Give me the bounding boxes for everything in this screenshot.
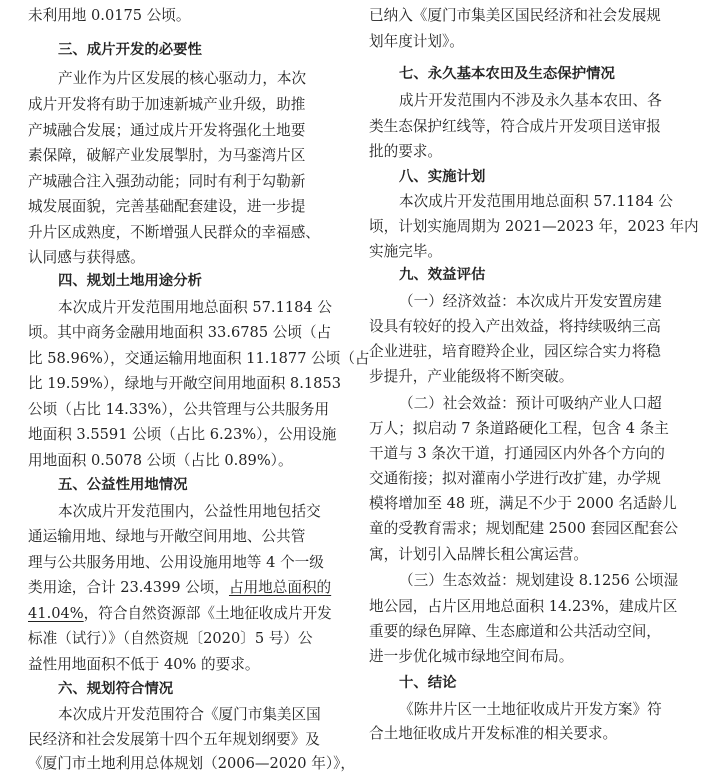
paragraph-line: 理与公共服务用地、公用设施用地等 4 个一级 (28, 554, 324, 571)
paragraph-line: 批的要求。 (369, 143, 442, 160)
paragraph-line: 类用途，合计 23.4399 公顷，占用地总面积的 (28, 579, 332, 596)
paragraph-line: （一）经济效益：本次成片开发安置房建 (399, 293, 662, 310)
paragraph-line: 步提升，产业能级将不断突破。 (369, 368, 574, 385)
section-3-heading: 三、成片开发的必要性 (58, 42, 202, 58)
paragraph-line: 公顷（占比 14.33%），公共管理与公共服务用 (28, 401, 330, 418)
paragraph-line: 素保障，破解产业发展掣肘，为马銮湾片区 (28, 147, 306, 164)
paragraph-line: 成片开发将有助于加速新城产业升级，助推 (28, 96, 306, 113)
paragraph-line: 产城融合注入强劲动能；同时有利于勾勒新 (28, 173, 306, 190)
paragraph-line: 万人；拟启动 7 条道路硬化工程，包含 4 条主 (369, 420, 669, 437)
paragraph-line: 顷。其中商务金融用地面积 33.6785 公顷（占 (28, 324, 332, 341)
paragraph-line: 成片开发范围内不涉及永久基本农田、各 (399, 92, 662, 109)
paragraph-line: 进一步优化城市绿地空间布局。 (369, 648, 574, 665)
section-9-heading: 九、效益评估 (399, 267, 486, 283)
underlined-phrase: 占用地总面积的 (228, 579, 332, 596)
paragraph-line: 本次成片开发范围用地总面积 57.1184 公 (399, 193, 673, 210)
paragraph-line: 交通衔接；拟对灌南小学进行改扩建，办学规 (369, 470, 661, 487)
paragraph-line: 设具有较好的投入产出效益，将持续吸纳三高 (369, 318, 661, 335)
paragraph-line: 《陈井片区一土地征收成片开发方案》符 (399, 701, 662, 718)
paragraph-line: 顷，计划实施周期为 2021—2023 年，2023 年内 (369, 218, 699, 235)
paragraph-line: 产业作为片区发展的核心驱动力，本次 (58, 70, 307, 87)
paragraph-line: 实施完毕。 (369, 243, 442, 260)
paragraph-line: 比 19.59%），绿地与开敞空间用地面积 8.1853 (28, 375, 342, 392)
section-7-heading: 七、永久基本农田及生态保护情况 (399, 66, 615, 82)
paragraph-line: 民经济和社会发展第十四个五年规划纲要》及 (28, 731, 320, 748)
paragraph-line: 模将增加至 48 班，满足不少于 2000 名适龄儿 (369, 495, 677, 512)
paragraph-line: 益性用地面积不低于 40% 的要求。 (28, 656, 260, 673)
paragraph-line: 认同感与获得感。 (28, 249, 145, 266)
section-6-heading: 六、规划符合情况 (58, 681, 174, 697)
intro-tail: 未利用地 0.0175 公顷。 (28, 7, 191, 24)
paragraph-line: 本次成片开发范围符合《厦门市集美区国 (58, 706, 321, 723)
section-10-heading: 十、结论 (399, 675, 457, 691)
paragraph-line: 干道与 3 条次干道，打通园区内外各个方向的 (369, 445, 665, 462)
paragraph-line: 《厦门市土地利用总体规划（2006—2020 年）》， (28, 755, 356, 772)
paragraph-line: 通运输用地、绿地与开敞空间用地、公共管 (28, 528, 306, 545)
paragraph-line: 类生态保护红线等，符合成片开发项目送审报 (369, 118, 661, 135)
paragraph-line: 升片区成熟度，不断增强人民群众的幸福感、 (28, 224, 320, 241)
section-4-heading: 四、规划土地用途分析 (58, 273, 202, 289)
section-8-heading: 八、实施计划 (399, 169, 486, 185)
paragraph-line: 地公园，占片区用地总面积 14.23%，建成片区 (369, 598, 678, 615)
paragraph-line: 已纳入《厦门市集美区国民经济和社会发展规 (369, 7, 661, 24)
paragraph-line: 重要的绿色屏障、生态廊道和公共活动空间， (369, 623, 661, 640)
paragraph-line: 41.04%，符合自然资源部《土地征收成片开发 (28, 605, 332, 622)
section-5-heading: 五、公益性用地情况 (58, 477, 188, 493)
paragraph-line: （二）社会效益：预计可吸纳产业人口超 (399, 395, 662, 412)
paragraph-line: 本次成片开发范围内，公益性用地包括交 (58, 503, 321, 520)
paragraph-line: 地面积 3.5591 公顷（占比 6.23%），公用设施 (28, 426, 337, 443)
paragraph-line: 产城融合发展；通过成片开发将强化土地要 (28, 122, 306, 139)
paragraph-line: 企业进驻，培育瞪羚企业，园区综合实力将稳 (369, 343, 661, 360)
paragraph-line: 合土地征收成片开发标准的相关要求。 (369, 725, 618, 742)
paragraph-line: 划年度计划》。 (369, 33, 464, 50)
underlined-percentage: 41.04% (28, 605, 84, 622)
paragraph-line: 童的受教育需求；规划配建 2500 套园区配套公 (369, 520, 679, 537)
paragraph-line: 标准（试行）》（自然资规〔2020〕5 号）公 (28, 630, 313, 647)
paragraph-line: 寓，计划引入品牌长租公寓运营。 (369, 546, 588, 563)
paragraph-line: （三）生态效益：规划建设 8.1256 公顷湿 (399, 572, 679, 589)
paragraph-line: 比 58.96%），交通运输用地面积 11.1877 公顷（占 (28, 350, 370, 367)
paragraph-line: 本次成片开发范围用地总面积 57.1184 公 (58, 299, 332, 316)
paragraph-line: 用地面积 0.5078 公顷（占比 0.89%）。 (28, 452, 293, 469)
paragraph-line: 城发展面貌，完善基础配套建设，进一步提 (28, 198, 306, 215)
